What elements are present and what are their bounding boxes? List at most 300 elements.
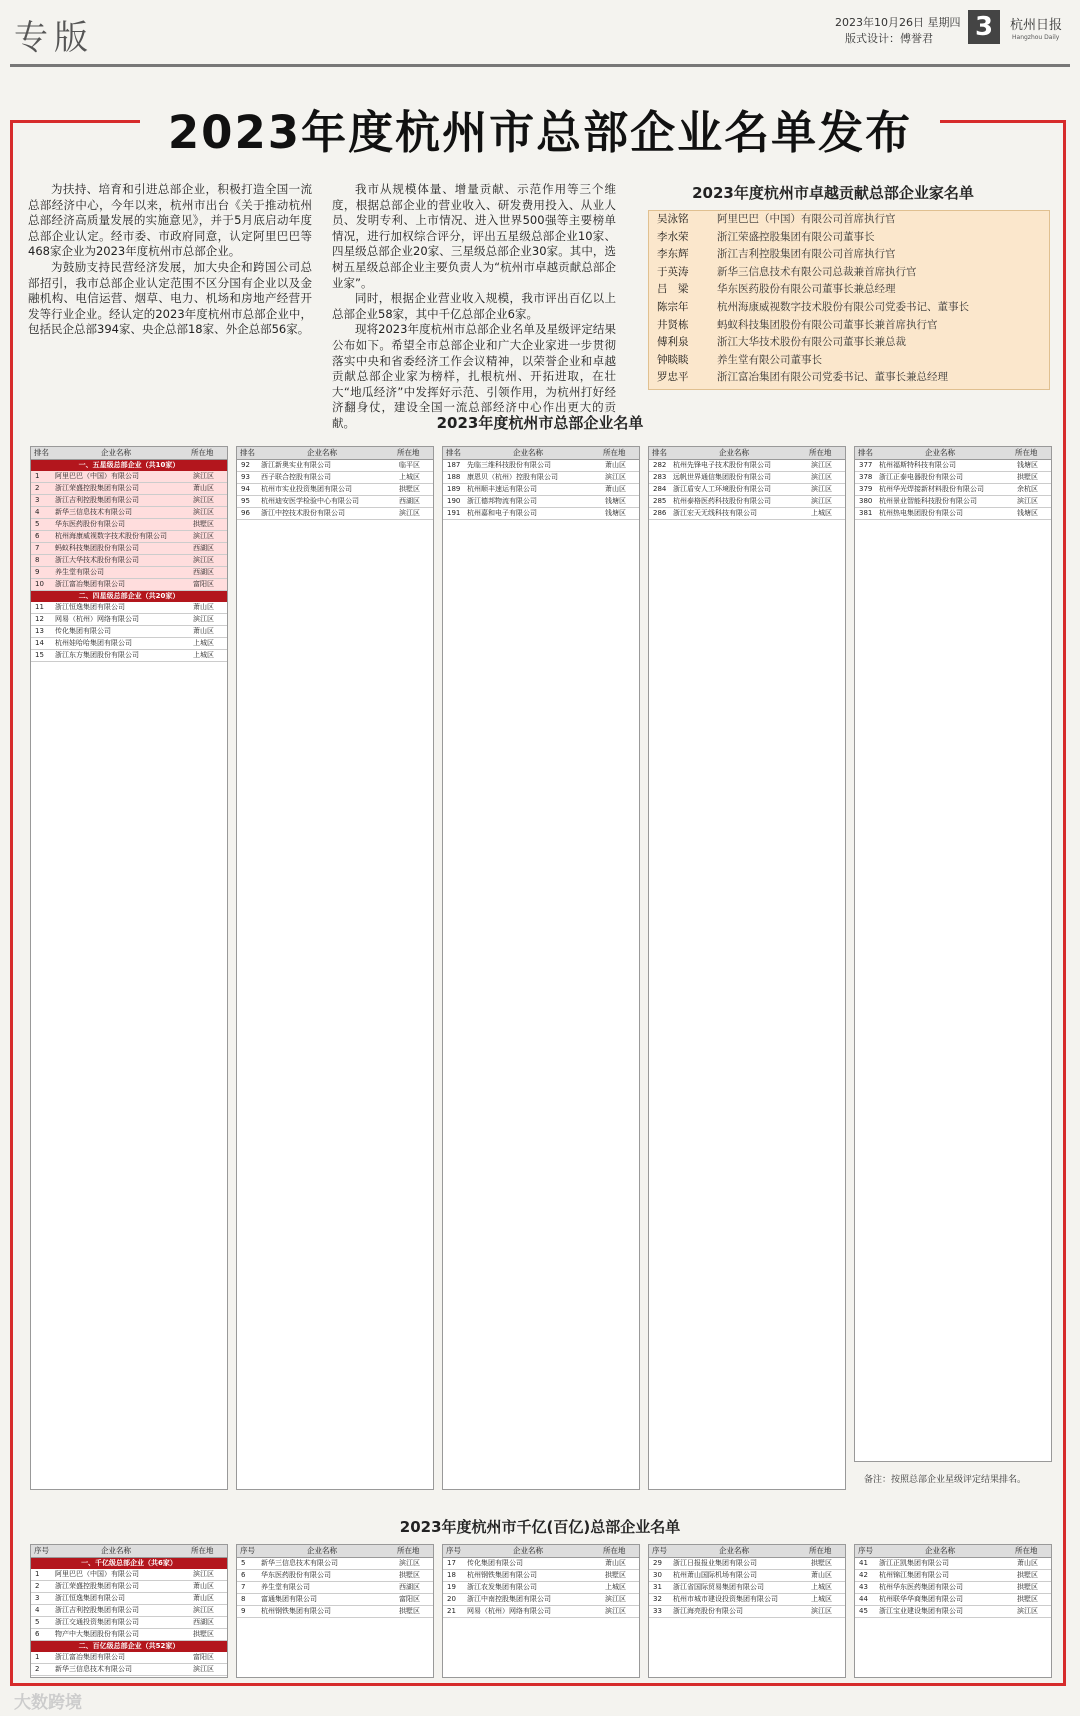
- intro-paragraph: 我市从规模体量、增量贡献、示范作用等三个维度，根据总部企业的营业收入、研发费用投入、从业人员、发明专利、上市情况、进入世界500强等主要榜单情况，进行加权综合评分，评出五星级总部企业10家、四星级总部企业20家、三星级总部企业30家。其中，选树五星级总部企业主要负责人为“杭州市卓越贡献总部企业家”。: [332, 182, 616, 290]
- header-company: 企业名称: [719, 1546, 749, 1555]
- newspaper-logo-sub: Hangzhou Daily: [1012, 34, 1060, 41]
- row-company: 杭州市实业投资集团有限公司: [261, 485, 352, 493]
- row-no: 190: [447, 497, 461, 505]
- row-no: 93: [241, 473, 250, 481]
- row-district: 滨江区: [605, 1595, 626, 1603]
- table-row: [855, 1582, 1051, 1594]
- row-company: 网易（杭州）网络有限公司: [467, 1607, 551, 1615]
- row-company: 浙江宏天无线科技有限公司: [673, 509, 757, 517]
- row-district: 滨江区: [811, 1607, 832, 1615]
- table-row: [31, 1664, 227, 1676]
- table-row: [31, 1593, 227, 1605]
- row-no: 3: [35, 1594, 40, 1602]
- row-district: 萧山区: [605, 461, 626, 469]
- row-company: 养生堂有限公司: [261, 1583, 310, 1591]
- row-district: 钱塘区: [1017, 461, 1038, 469]
- row-no: 187: [447, 461, 461, 469]
- row-district: 上城区: [811, 509, 832, 517]
- hq-list-title: 2023年度杭州市总部企业名单: [436, 414, 644, 432]
- row-company: 杭州钢铁集团有限公司: [467, 1571, 537, 1579]
- row-no: 95: [241, 497, 250, 505]
- big-column-2: [236, 1544, 434, 1678]
- row-district: 滨江区: [399, 509, 420, 517]
- row-company: 传化集团有限公司: [467, 1559, 523, 1567]
- table-row: [443, 1582, 639, 1594]
- row-company: 浙江海亮股份有限公司: [673, 1607, 743, 1615]
- row-district: 拱墅区: [399, 1571, 420, 1579]
- row-district: 滨江区: [193, 508, 214, 516]
- row-company: 蚂蚁科技集团股份有限公司: [55, 544, 139, 552]
- row-district: 萧山区: [1017, 1559, 1038, 1567]
- entrepreneur-title: 浙江富冶集团有限公司党委书记、董事长兼总经理: [717, 371, 948, 384]
- row-no: [35, 1676, 39, 1678]
- page-title: 2023年度杭州市总部企业名单发布: [167, 106, 913, 159]
- table-row: [649, 496, 845, 508]
- hq-column-1: [30, 446, 228, 1490]
- row-no: 6: [241, 1571, 246, 1579]
- entrepreneur-title: 养生堂有限公司董事长: [717, 353, 822, 366]
- row-district: 萧山区: [811, 1571, 832, 1579]
- header-district: 所在地: [1015, 1546, 1038, 1555]
- row-district: 上城区: [193, 639, 214, 647]
- table-row: [855, 508, 1051, 520]
- entrepreneur-row: [649, 352, 1049, 370]
- header-district: 所在地: [1015, 448, 1038, 457]
- header-no: 序号: [34, 1546, 49, 1555]
- newspaper-logo: 杭州日报: [1010, 18, 1063, 33]
- column-header: [855, 447, 1051, 460]
- intro-paragraph: 为扶持、培育和引进总部企业，积极打造全国一流总部经济中心，今年以来，杭州市出台《关于推动杭州总部经济高质量发展的实施意见》，并于5月底启动年度总部企业认定。经市委、市政府同意，认定阿里巴巴等468家企业为2023年度杭州市总部企业。: [28, 182, 312, 259]
- row-no: 19: [447, 1583, 456, 1591]
- entrepreneur-name: 吕 梁: [657, 283, 689, 296]
- row-company: 杭州热电集团股份有限公司: [879, 509, 963, 517]
- row-district: 萧山区: [605, 485, 626, 493]
- row-no: 3: [35, 496, 40, 504]
- header-company: 企业名称: [513, 448, 543, 457]
- row-company: 杭州萧山国际机场有限公司: [673, 1571, 757, 1579]
- table-row: [31, 638, 227, 650]
- row-district: 滨江区: [193, 1570, 214, 1578]
- table-row: [31, 1617, 227, 1629]
- table-row: [31, 507, 227, 519]
- hq-note: 备注：按照总部企业星级评定结果排名。: [864, 1475, 1027, 1485]
- intro-paragraph: 同时，根据企业营业收入规模，我市评出百亿以上总部企业58家，其中千亿总部企业6家。: [332, 291, 616, 321]
- row-no: 44: [859, 1595, 868, 1603]
- entrepreneur-row: [649, 334, 1049, 352]
- row-district: 上城区: [399, 473, 420, 481]
- row-company: 浙江省国际贸易集团有限公司: [673, 1583, 764, 1591]
- row-no: 1: [35, 472, 40, 480]
- row-no: 33: [653, 1607, 662, 1615]
- row-company: 浙江富冶集团有限公司: [55, 580, 125, 588]
- row-no: 2: [35, 484, 40, 492]
- row-company: 养生堂有限公司: [55, 568, 104, 576]
- row-district: 萧山区: [193, 1582, 214, 1590]
- entrepreneur-name: 井贤栋: [657, 318, 689, 331]
- row-no: 9: [35, 568, 40, 576]
- table-row: [443, 1594, 639, 1606]
- header-company: 企业名称: [925, 448, 955, 457]
- row-company: 浙江恒逸集团有限公司: [55, 603, 125, 611]
- row-district: 滨江区: [193, 615, 214, 623]
- red-frame-top-right: [940, 120, 1066, 123]
- row-company: 物产中大集团股份有限公司: [55, 1630, 139, 1638]
- row-company: 浙江宝业建设集团有限公司: [879, 1607, 963, 1615]
- row-company: 富通集团有限公司: [261, 1595, 317, 1603]
- row-no: 7: [35, 544, 40, 552]
- header-no: 序号: [858, 1546, 873, 1555]
- table-row: [31, 555, 227, 567]
- row-company: 传化集团有限公司: [55, 627, 111, 635]
- row-no: 8: [35, 556, 40, 564]
- row-no: 31: [653, 1583, 662, 1591]
- header-company: 企业名称: [925, 1546, 955, 1555]
- row-no: 43: [859, 1583, 868, 1591]
- entrepreneur-title: 浙江荣盛控股集团有限公司董事长: [717, 230, 875, 243]
- row-no: 20: [447, 1595, 456, 1603]
- row-company: 浙江荣盛控股集团有限公司: [55, 1582, 139, 1590]
- row-company: [55, 1676, 132, 1678]
- table-row: [31, 1652, 227, 1664]
- big-column-4: [648, 1544, 846, 1678]
- entrepreneur-name: 李东辉: [657, 248, 689, 261]
- designer-credit: 版式设计：傅誉君: [845, 32, 933, 45]
- row-no: 285: [653, 497, 667, 505]
- column-header: [31, 447, 227, 460]
- table-row: [237, 472, 433, 484]
- header-district: 所在地: [809, 448, 832, 457]
- table-row: [31, 1629, 227, 1641]
- entrepreneur-row: [649, 317, 1049, 335]
- row-company: 浙江荣盛控股集团有限公司: [55, 484, 139, 492]
- section-banner: 二、百亿级总部企业（共52家）: [31, 1641, 227, 1652]
- section-banner: 二、四星级总部企业（共20家）: [31, 591, 227, 602]
- row-company: 华东医药股份有限公司: [55, 520, 125, 528]
- row-district: 萧山区: [193, 627, 214, 635]
- entrepreneur-list-title: 2023年度杭州市卓越贡献总部企业家名单: [692, 184, 974, 202]
- row-company: 杭州福斯特科技有限公司: [879, 461, 956, 469]
- table-row: [649, 1594, 845, 1606]
- row-company: 新华三信息技术有限公司: [261, 1559, 338, 1567]
- row-no: 41: [859, 1559, 868, 1567]
- row-no: 13: [35, 627, 44, 635]
- row-company: 浙江恒逸集团有限公司: [55, 1594, 125, 1602]
- row-company: 先临三维科技股份有限公司: [467, 461, 551, 469]
- row-district: 滨江区: [193, 496, 214, 504]
- column-header: [855, 1545, 1051, 1558]
- table-row: [443, 1606, 639, 1618]
- entrepreneur-name: 李水荣: [657, 230, 689, 243]
- table-row: [31, 471, 227, 483]
- row-no: 379: [859, 485, 873, 493]
- issue-date: 2023年10月26日 星期四: [835, 16, 961, 29]
- entrepreneur-name: 傅利泉: [657, 336, 689, 349]
- row-no: 29: [653, 1559, 662, 1567]
- row-company: 浙江农发集团有限公司: [467, 1583, 537, 1591]
- row-district: 拱墅区: [1017, 473, 1038, 481]
- intro-column-2: [332, 182, 616, 432]
- entrepreneur-name: 吴泳铭: [657, 213, 689, 225]
- row-no: 6: [35, 532, 40, 540]
- row-no: 284: [653, 485, 667, 493]
- row-district: 拱墅区: [399, 485, 420, 493]
- row-no: 1: [35, 1570, 40, 1578]
- row-company: 杭州泰格医药科技股份有限公司: [673, 497, 771, 505]
- entrepreneur-name: 罗忠平: [657, 371, 689, 384]
- header-company: 企业名称: [101, 448, 131, 457]
- page-number: 3: [968, 10, 1000, 44]
- row-no: 14: [35, 639, 44, 647]
- row-company: 康恩贝（杭州）控股有限公司: [467, 473, 558, 481]
- row-district: 钱塘区: [605, 509, 626, 517]
- table-row: [649, 472, 845, 484]
- column-header: [443, 1545, 639, 1558]
- row-district: 富阳区: [399, 1595, 420, 1603]
- row-district: 萧山区: [193, 484, 214, 492]
- entrepreneur-row: [649, 211, 1049, 229]
- row-district: [193, 1676, 214, 1678]
- table-row: [31, 650, 227, 662]
- table-row: [443, 496, 639, 508]
- row-district: 萧山区: [193, 603, 214, 611]
- entrepreneur-title: 阿里巴巴（中国）有限公司首席执行官: [717, 213, 896, 225]
- row-district: 滨江区: [193, 1606, 214, 1614]
- header-district: 所在地: [603, 448, 626, 457]
- row-no: 191: [447, 509, 461, 517]
- row-district: 上城区: [811, 1583, 832, 1591]
- row-no: 4: [35, 1606, 40, 1614]
- row-district: 拱墅区: [1017, 1583, 1038, 1591]
- row-no: 7: [241, 1583, 246, 1591]
- section-banner: 一、千亿级总部企业（共6家）: [31, 1558, 227, 1569]
- row-district: 富阳区: [193, 1653, 214, 1661]
- row-no: 32: [653, 1595, 662, 1603]
- table-row: [31, 1581, 227, 1593]
- header-company: 企业名称: [307, 1546, 337, 1555]
- entrepreneur-title: 浙江大华技术股份有限公司董事长兼总裁: [717, 336, 906, 349]
- row-district: 滨江区: [811, 497, 832, 505]
- row-no: 5: [35, 520, 40, 528]
- header-district: 所在地: [191, 1546, 214, 1555]
- table-row: [649, 1606, 845, 1618]
- column-header: [649, 447, 845, 460]
- table-row: [237, 460, 433, 472]
- header-no: 序号: [446, 1546, 461, 1555]
- entrepreneur-name: 于英涛: [657, 265, 689, 278]
- table-row: [443, 472, 639, 484]
- column-header: [237, 1545, 433, 1558]
- row-district: 拱墅区: [1017, 1595, 1038, 1603]
- table-row: [237, 484, 433, 496]
- row-company: 浙江大华技术股份有限公司: [55, 556, 139, 564]
- row-no: 11: [35, 603, 44, 611]
- row-district: 余杭区: [1017, 485, 1038, 493]
- row-district: 西湖区: [193, 1618, 214, 1626]
- row-district: 滨江区: [811, 473, 832, 481]
- header-no: 排名: [858, 448, 873, 457]
- row-district: 临平区: [399, 461, 420, 469]
- table-row: [31, 519, 227, 531]
- entrepreneur-row: [649, 264, 1049, 282]
- row-no: 92: [241, 461, 250, 469]
- header-no: 排名: [446, 448, 461, 457]
- entrepreneur-name: 陈宗年: [657, 301, 689, 313]
- table-row: [443, 460, 639, 472]
- row-district: 富阳区: [193, 580, 214, 588]
- table-row: [237, 1594, 433, 1606]
- row-no: 378: [859, 473, 873, 481]
- row-district: 萧山区: [193, 1594, 214, 1602]
- entrepreneur-row: [649, 246, 1049, 264]
- entrepreneur-list: [648, 210, 1050, 390]
- hq-column-3: [442, 446, 640, 1490]
- row-no: 6: [35, 1630, 40, 1638]
- row-company: 杭州联华华商集团有限公司: [879, 1595, 963, 1603]
- table-row: [855, 484, 1051, 496]
- row-company: 浙江吉利控股集团有限公司: [55, 496, 139, 504]
- row-no: 10: [35, 580, 44, 588]
- table-row: [855, 1558, 1051, 1570]
- entrepreneur-title: 杭州海康威视数字技术股份有限公司党委书记、董事长: [717, 301, 969, 313]
- row-district: 拱墅区: [1017, 1571, 1038, 1579]
- row-company: 杭州娃哈哈集团有限公司: [55, 639, 132, 647]
- row-district: 拱墅区: [605, 1571, 626, 1579]
- row-no: 8: [241, 1595, 246, 1603]
- row-company: 西子联合控股有限公司: [261, 473, 331, 481]
- big-column-1: [30, 1544, 228, 1678]
- table-row: [237, 1582, 433, 1594]
- row-district: 滨江区: [1017, 497, 1038, 505]
- table-row: [237, 1570, 433, 1582]
- intro-column-1: [28, 182, 312, 338]
- header-company: 企业名称: [101, 1546, 131, 1555]
- row-no: 30: [653, 1571, 662, 1579]
- row-district: 滨江区: [399, 1559, 420, 1567]
- table-row: [237, 508, 433, 520]
- row-district: 滨江区: [1017, 1607, 1038, 1615]
- row-company: 浙江德邦物流有限公司: [467, 497, 537, 505]
- header-district: 所在地: [397, 1546, 420, 1555]
- row-company: 浙江东方集团股份有限公司: [55, 651, 139, 659]
- row-company: 浙江正凯集团有限公司: [879, 1559, 949, 1567]
- row-no: 94: [241, 485, 250, 493]
- header-company: 企业名称: [719, 448, 749, 457]
- row-no: 5: [241, 1559, 246, 1567]
- hq-column-4: [648, 446, 846, 1490]
- table-row: [31, 614, 227, 626]
- table-row: [649, 508, 845, 520]
- row-no: 4: [35, 508, 40, 516]
- table-row: [31, 579, 227, 591]
- row-no: 42: [859, 1571, 868, 1579]
- entrepreneur-row: [649, 369, 1049, 387]
- table-row: [237, 1606, 433, 1618]
- red-frame-top-left: [10, 120, 140, 123]
- table-row: [31, 1569, 227, 1581]
- row-company: 浙江盾安人工环境股份有限公司: [673, 485, 771, 493]
- row-no: 381: [859, 509, 873, 517]
- header-no: 序号: [240, 1546, 255, 1555]
- table-row: [237, 496, 433, 508]
- table-row: [443, 1570, 639, 1582]
- column-header: [237, 447, 433, 460]
- row-district: 西湖区: [193, 568, 214, 576]
- row-district: 滨江区: [193, 472, 214, 480]
- row-district: 滨江区: [811, 485, 832, 493]
- table-row: [31, 567, 227, 579]
- table-row: [649, 1582, 845, 1594]
- section-label: 专版: [14, 18, 94, 58]
- table-row: [649, 1570, 845, 1582]
- row-company: 浙江日报报业集团有限公司: [673, 1559, 757, 1567]
- header-no: 序号: [652, 1546, 667, 1555]
- row-no: 2: [35, 1665, 40, 1673]
- table-row: [443, 484, 639, 496]
- intro-paragraph: 为鼓励支持民营经济发展，加大央企和跨国公司总部招引，我市总部企业认定范围不区分国有企业以及金融机构、电信运营、烟草、电力、机场和房地产经营开发等行业企业。经认定的2023年度杭州市总部企业中，包括民企总部394家、央企总部18家、外企总部56家。: [28, 259, 312, 337]
- header-district: 所在地: [809, 1546, 832, 1555]
- table-row: [855, 472, 1051, 484]
- row-no: 21: [447, 1607, 456, 1615]
- entrepreneur-title: 新华三信息技术有限公司总裁兼首席执行官: [717, 265, 917, 278]
- table-row: [31, 531, 227, 543]
- row-no: 17: [447, 1559, 456, 1567]
- table-row: [855, 460, 1051, 472]
- column-header: [31, 1545, 227, 1558]
- table-row: [31, 1605, 227, 1617]
- row-no: 9: [241, 1607, 246, 1615]
- row-no: 18: [447, 1571, 456, 1579]
- table-row: [855, 1594, 1051, 1606]
- row-no: 189: [447, 485, 461, 493]
- row-no: 377: [859, 461, 873, 469]
- header-district: 所在地: [397, 448, 420, 457]
- table-row: [855, 496, 1051, 508]
- row-no: 15: [35, 651, 44, 659]
- big-column-5: [854, 1544, 1052, 1678]
- row-company: 杭州顺丰速运有限公司: [467, 485, 537, 493]
- row-company: 新华三信息技术有限公司: [55, 508, 132, 516]
- table-row: [443, 1558, 639, 1570]
- row-district: 西湖区: [193, 544, 214, 552]
- row-no: 188: [447, 473, 461, 481]
- row-district: 钱塘区: [1017, 509, 1038, 517]
- row-no: 2: [35, 1582, 40, 1590]
- header-district: 所在地: [603, 1546, 626, 1555]
- header-no: 排名: [240, 448, 255, 457]
- row-no: 45: [859, 1607, 868, 1615]
- entrepreneur-name: 钟睒睒: [657, 353, 689, 366]
- big-column-3: [442, 1544, 640, 1678]
- row-company: 杭州海康威视数字技术股份有限公司: [55, 532, 167, 540]
- table-row: [649, 484, 845, 496]
- row-no: 283: [653, 473, 667, 481]
- big-list-title: 2023年度杭州市千亿(百亿)总部企业名单: [399, 1518, 681, 1536]
- table-row: [31, 543, 227, 555]
- table-row: [31, 626, 227, 638]
- row-no: 96: [241, 509, 250, 517]
- row-district: 滨江区: [193, 532, 214, 540]
- table-row: [855, 1606, 1051, 1618]
- row-company: 浙江交通投资集团有限公司: [55, 1618, 139, 1626]
- header-rule: [10, 64, 1070, 67]
- header-district: 所在地: [191, 448, 214, 457]
- row-no: 5: [35, 1618, 40, 1626]
- hq-column-2: [236, 446, 434, 1490]
- table-row: [649, 460, 845, 472]
- table-row: [855, 1570, 1051, 1582]
- table-row: [31, 602, 227, 614]
- row-district: 滨江区: [811, 461, 832, 469]
